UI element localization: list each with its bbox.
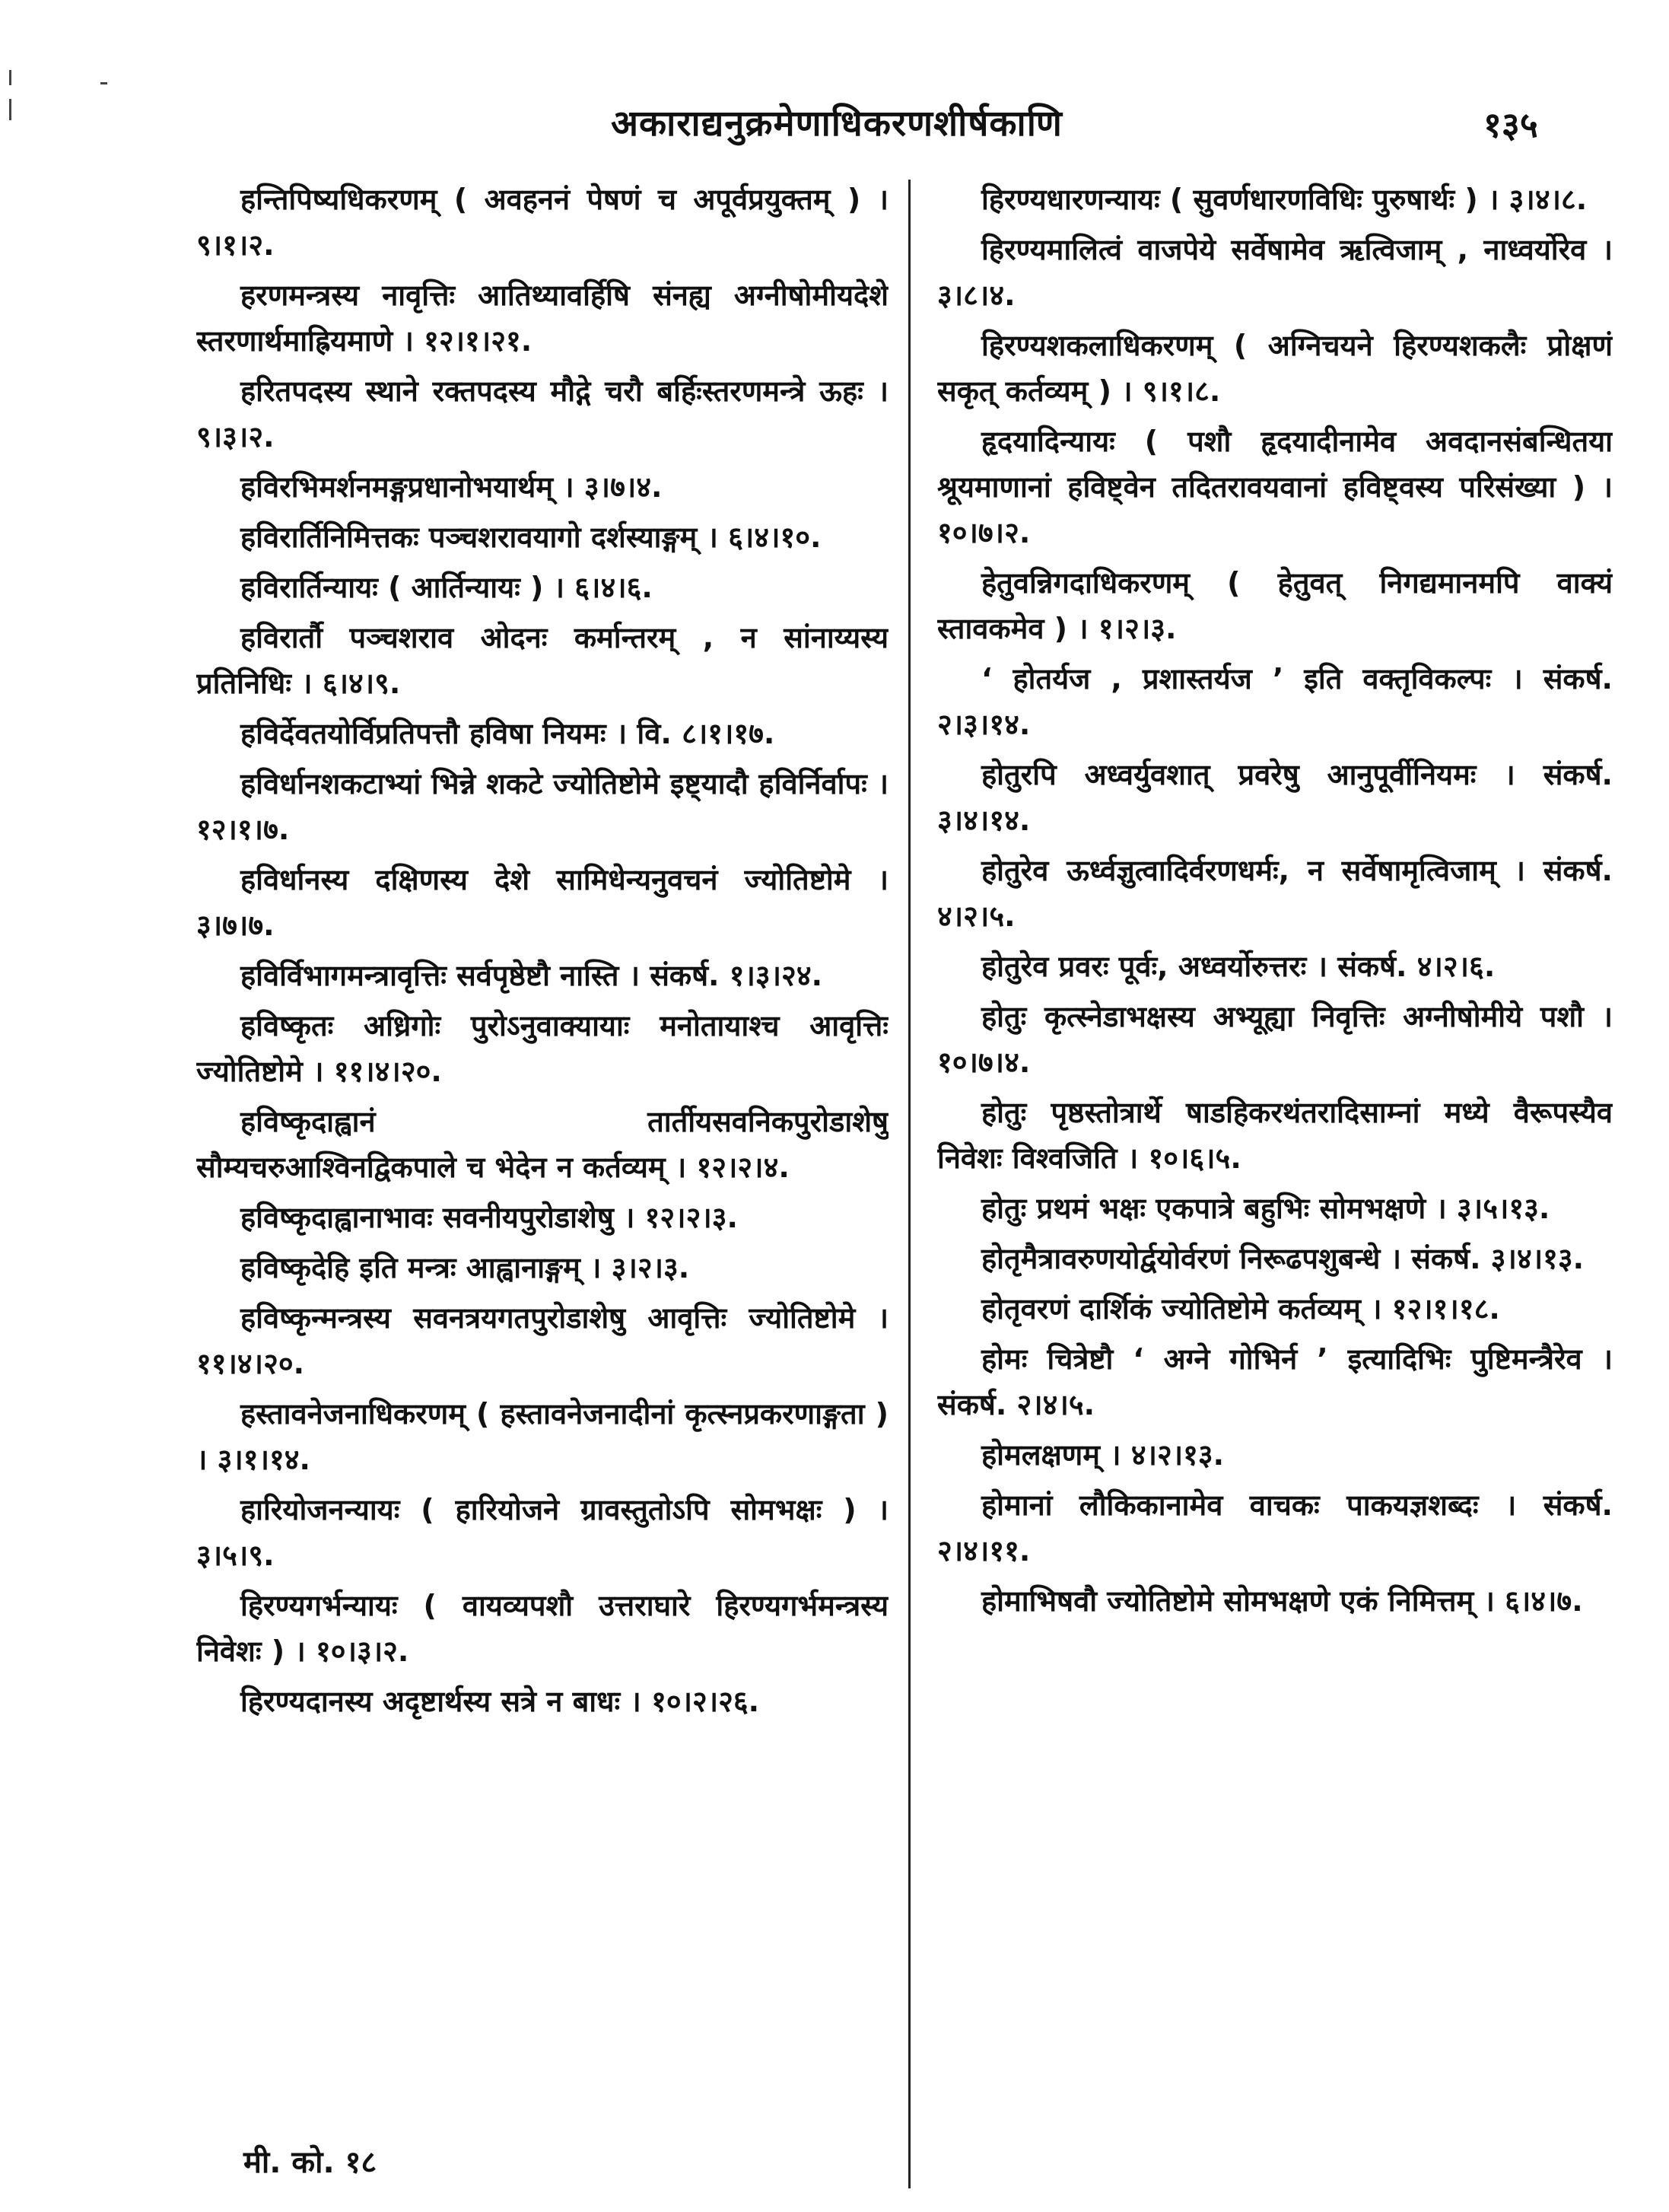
entry-text: हविर्धानस्य दक्षिणस्य देशे सामिधेन्यनुवचनं ज्योतिष्टोमे । — [240, 863, 889, 896]
entry-text: हेतुवन्निगदाधिकरणम् ( हेतुवत् निगद्यमानमपि वाक्यं स्तावकमेव ) । — [937, 566, 1613, 645]
index-entry — [196, 368, 889, 460]
entry-text: हविरार्तिन्यायः ( आर्तिन्यायः ) । — [240, 571, 565, 604]
entry-reference: ६।४।६. — [574, 571, 653, 604]
index-entry — [196, 1003, 889, 1094]
column-divider — [908, 180, 911, 2188]
entry-reference: १।३।२४. — [729, 959, 823, 992]
entry-text: हरितपदस्य स्थाने रक्तपदस्य मौद्गे चरौ बर्हिःस्तरणमन्त्रे ऊहः । — [240, 374, 889, 408]
entry-text: होतृवरणं दार्शिकं ज्योतिष्टोमे कर्तव्यम् । — [981, 1292, 1382, 1326]
entry-text: होमः चित्रेष्टौ ‘ अग्ने गोभिर्न ’ इत्यादिभिः पुष्टिमन्त्रैरेव । संकर्ष. — [937, 1342, 1613, 1421]
index-entry — [937, 1482, 1613, 1574]
footer-signature: मी. को. १८ — [243, 2145, 377, 2180]
index-entry — [937, 227, 1613, 318]
entry-reference: ३।१।१४. — [217, 1443, 310, 1476]
entry-text: हविष्कृदेहि इति मन्त्रः आह्वानाङ्गम् । — [240, 1251, 602, 1284]
entry-reference: ३।८।४. — [937, 278, 1016, 312]
index-entry — [937, 1186, 1613, 1231]
entry-text: हिरण्यमालित्वं वाजपेये सर्वेषामेव ऋत्विजाम् , नाध्वर्योरेव । — [981, 233, 1613, 266]
entry-reference: ३।४।१३. — [1490, 1242, 1585, 1275]
entry-reference: ३।७।४. — [583, 470, 663, 504]
index-entry — [196, 1679, 889, 1724]
index-entry — [196, 1195, 889, 1240]
entry-reference: ३।७।७. — [196, 909, 275, 942]
entry-reference: १०।२।२६. — [651, 1685, 760, 1718]
entry-reference: १२।१।२१. — [424, 324, 532, 358]
index-entry — [196, 857, 889, 948]
index-entry — [196, 1099, 889, 1190]
index-entry — [196, 565, 889, 610]
entry-reference: ३।२।३. — [611, 1251, 690, 1284]
entry-reference: १२।२।४. — [696, 1151, 790, 1184]
index-entry — [196, 464, 889, 510]
index-entry — [196, 1583, 889, 1674]
page-title: अकाराद्यनुक्रमेणाधिकरणशीर्षकाणि — [611, 103, 1063, 145]
entry-text: हविष्कृदाह्वानाभावः सवनीयपुरोडाशेषु । — [240, 1201, 635, 1234]
index-entry — [937, 1432, 1613, 1478]
entry-text: हस्तावनेजनाधिकरणम् ( हस्तावनेजनादीनां कृत्स्नप्रकरणाङ्गता ) । — [196, 1397, 889, 1476]
entry-text: हविरभिमर्शनमङ्गप्रधानोभयार्थम् । — [240, 470, 574, 504]
entry-text: हिरण्यदानस्य अदृष्टार्थस्य सत्रे न बाधः । — [240, 1685, 641, 1718]
entry-text: होमलक्षणम् । — [981, 1438, 1121, 1472]
entry-text: होतुः कृत्स्नेडाभक्षस्य अभ्यूह्या निवृत्तिः अग्नीषोमीये पशौ । — [981, 1000, 1613, 1033]
entry-reference: १२।२।३. — [644, 1201, 738, 1234]
entry-reference: १०।३।२. — [316, 1634, 409, 1668]
entry-reference: ३।५।९. — [196, 1539, 275, 1572]
entry-reference: ९।३।२. — [196, 420, 275, 454]
entry-text: होतुः पृष्ठस्तोत्रार्थे षाडहिकरथंतरादिसाम्नां मध्ये वैरूपस्यैव निवेशः विश्वजिति । — [937, 1096, 1613, 1175]
entry-reference: ३।४।८. — [1508, 183, 1588, 216]
scan-mark — [100, 82, 107, 84]
entry-reference: २।४।११. — [937, 1534, 1031, 1567]
entry-reference: २।४।५. — [1016, 1388, 1095, 1421]
entry-text: ‘ होतर्यज , प्रशास्तर्यज ’ इति वक्तृविकल्पः । संकर्ष. — [981, 662, 1613, 695]
entry-reference: ११।४।२०. — [196, 1347, 305, 1380]
entry-text: हविर्देवतयोर्विप्रतिपत्तौ हविषा नियमः । वि. — [240, 717, 672, 750]
entry-reference: १२।१।१८. — [1391, 1292, 1500, 1326]
index-entry — [196, 272, 889, 364]
index-entry — [937, 1578, 1613, 1624]
entry-text: होमाभिषवौ ज्योतिष्टोमे सोमभक्षणे एकं निमित्तम् । — [981, 1584, 1495, 1618]
index-entry — [196, 177, 889, 268]
entry-reference: ३।५।१३. — [1457, 1192, 1550, 1225]
entry-text: होमानां लौकिकानामेव वाचकः पाकयज्ञशब्दः । संकर्ष. — [981, 1488, 1613, 1522]
index-entry — [196, 761, 889, 852]
entry-text: हविष्कृतः अध्रिगोः पुरोऽनुवाक्यायाः मनोतायाश्च आवृत्तिः ज्योतिष्टोमे । — [196, 1009, 889, 1088]
index-entry — [937, 1090, 1613, 1181]
index-entry — [937, 848, 1613, 939]
index-entry — [196, 1245, 889, 1291]
entry-text: हविर्विभागमन्त्रावृत्तिः सर्वपृष्ठेष्टौ नास्ति । संकर्ष. — [240, 959, 720, 992]
entry-reference: ६।४।७. — [1505, 1584, 1583, 1618]
index-entry — [937, 656, 1613, 747]
index-entry — [937, 994, 1613, 1085]
entry-text: हविष्कृन्मन्त्रस्य सवनत्रयगतपुरोडाशेषु आवृत्तिः ज्योतिष्टोमे । — [240, 1301, 889, 1335]
entry-reference: ४।२।५. — [937, 899, 1016, 933]
entry-reference: ८।१।१७. — [682, 717, 775, 750]
entry-reference: ४।२।६. — [1416, 950, 1496, 983]
index-entry — [937, 323, 1613, 414]
entry-text: हरणमन्त्रस्य नावृत्तिः आतिथ्यावर्हिषि संनह्य अग्नीषोमीयदेशे स्तरणार्थमाह्रियमाणे । — [196, 278, 889, 358]
index-entry — [196, 1295, 889, 1386]
index-entry — [937, 752, 1613, 843]
page-header — [0, 90, 1669, 158]
page-number: १३५ — [1483, 104, 1538, 145]
entry-text: होतुरेव ऊर्ध्वज्ञुत्वादिर्वरणधर्मः, न सर्वेषामृत्विजाम् । संकर्ष. — [981, 854, 1613, 887]
entry-reference: ३।४।१४. — [937, 804, 1031, 837]
left-column — [196, 177, 889, 2147]
entry-reference: १०।७।२. — [937, 516, 1031, 549]
index-entry — [196, 1487, 889, 1578]
entry-reference: ६।४।१०. — [728, 520, 822, 554]
entry-reference: ६।४।९. — [322, 667, 401, 700]
entry-reference: १०।७।४. — [937, 1046, 1031, 1079]
index-entry — [937, 1336, 1613, 1427]
entry-text: होतुः प्रथमं भक्षः एकपात्रे बहुभिः सोमभक्षणे । — [981, 1192, 1447, 1225]
entry-text: होतुरपि अध्वर्युवशात् प्रवरेषु आनुपूर्वीनियमः । संकर्ष. — [981, 758, 1613, 791]
index-entry — [937, 419, 1613, 555]
index-entry — [937, 177, 1613, 222]
entry-text: हिरण्यधारणन्यायः ( सुवर्णधारणविधिः पुरुषार्थः ) । — [981, 183, 1499, 216]
entry-text: हिरण्यशकलाधिकरणम् ( अग्निचयने हिरण्यशकलैः प्रोक्षणं सकृत् कर्तव्यम् ) । — [937, 329, 1613, 408]
entry-text: हविर्धानशकटाभ्यां भिन्ने शकटे ज्योतिष्टोमे इष्ट्यादौ हविर्निर्वापः । — [240, 767, 889, 800]
right-column — [937, 177, 1613, 2147]
index-entry — [937, 560, 1613, 651]
entry-reference: ११।४।२०. — [333, 1055, 442, 1088]
entry-text: हविष्कृदाह्वानं तार्तीयसवनिकपुरोडाशेषु सौम्यचरुआश्विनद्विकपाले च भेदेन न कर्तव्यम् । — [196, 1105, 889, 1184]
entry-text: हारियोजनन्यायः ( हारियोजने ग्रावस्तुतोऽपि सोमभक्षः ) । — [240, 1493, 889, 1526]
index-entry — [937, 1286, 1613, 1332]
index-entry — [196, 953, 889, 998]
entry-text: होतृमैत्रावरुणयोर्द्वयोर्वरणं निरूढपशुबन्धे । संकर्ष. — [981, 1242, 1481, 1275]
index-entry — [196, 1391, 889, 1482]
entry-reference: ९।१।२. — [196, 228, 275, 262]
index-entry — [196, 514, 889, 560]
entry-text: हविरार्तिनिमित्तकः पञ्चशरावयागो दर्शस्याङ्गम् । — [240, 520, 718, 554]
entry-text: हिरण्यगर्भन्यायः ( वायव्यपशौ उत्तराघारे हिरण्यगर्भमन्त्रस्य निवेशः ) । — [196, 1589, 889, 1668]
entry-reference: २।३।१४. — [937, 708, 1031, 741]
entry-text: होतुरेव प्रवरः पूर्वः, अध्वर्योरुत्तरः । संकर्ष. — [981, 950, 1407, 983]
index-entry — [196, 615, 889, 706]
index-entry — [937, 1236, 1613, 1281]
entry-reference: १।२।३. — [1098, 612, 1177, 645]
entry-reference: १०।६।५. — [1148, 1141, 1241, 1175]
entry-text: हृदयादिन्यायः ( पशौ हृदयादीनामेव अवदानसंबन्धितया श्रूयमाणानां हविष्ट्वेन तदितरावयवानां हविष्ट्वस्य परिसंख्या ) । — [937, 425, 1613, 504]
index-entry — [196, 711, 889, 756]
scan-mark — [9, 70, 11, 85]
entry-reference: १२।१।७. — [196, 813, 290, 846]
entry-reference: ४।२।१३. — [1130, 1438, 1225, 1472]
entry-reference: ९।१।८. — [1142, 374, 1221, 408]
entry-text: हन्तिपिष्यधिकरणम् ( अवहननं पेषणं च अपूर्वप्रयुक्तम् ) । — [240, 183, 889, 216]
index-entry — [937, 944, 1613, 989]
entry-text: हविरार्तौ पञ्चशराव ओदनः कर्मान्तरम् , न सांनाय्यस्य प्रतिनिधिः । — [196, 621, 889, 700]
